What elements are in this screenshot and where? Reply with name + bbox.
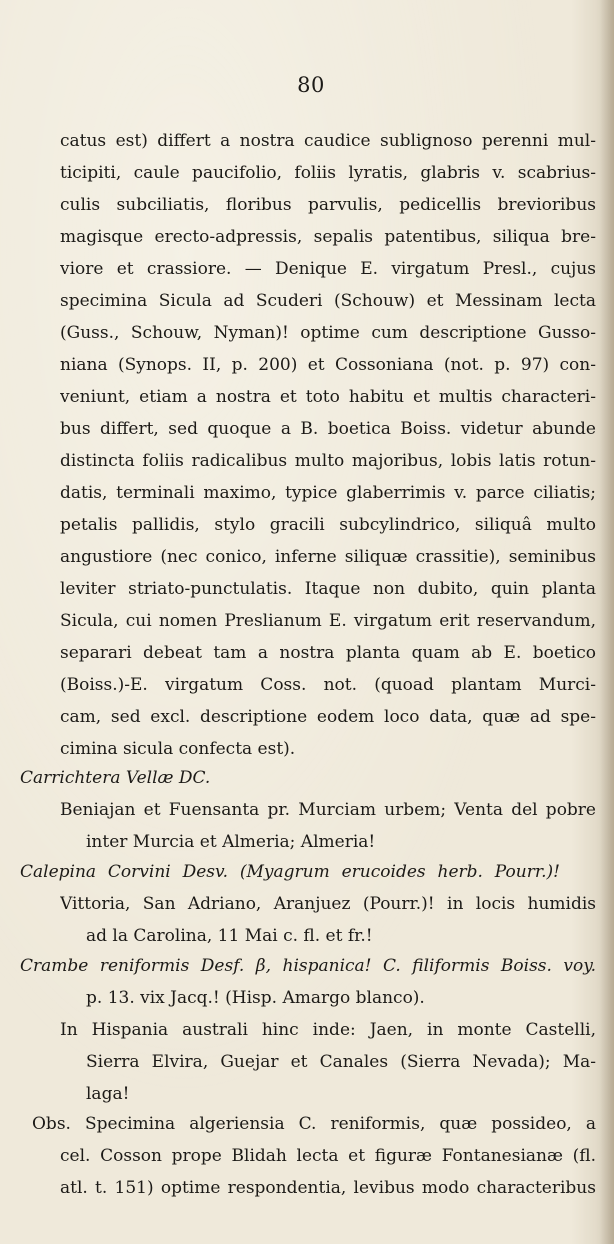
text-line-7: (Guss., Schouw, Nyman)! optime cum descriptione Gusso- <box>60 323 596 343</box>
text-line-10: bus differt, sed quoque a B. boetica Boiss. videtur abunde <box>60 419 596 439</box>
text-line-calepina-2: ad la Carolina, 11 Mai c. fl. et fr.! <box>86 926 373 946</box>
page-edge-shadow <box>600 0 614 1244</box>
text-line-crambe-1: p. 13. vix Jacq.! (Hisp. Amargo blanco). <box>86 988 425 1008</box>
text-line-6: specimina Sicula ad Scuderi (Schouw) et Messinam lecta <box>60 291 596 311</box>
text-line-17: separari debeat tam a nostra planta quam ab E. boetico <box>60 643 596 663</box>
genus-heading-calepina: Calepina Corvini Desv. (Myagrum erucoides herb. Pourr.)! <box>20 862 560 882</box>
text-line-calepina-1: Vittoria, San Adriano, Aranjuez (Pourr.)! in locis humidis <box>60 894 596 914</box>
text-line-carrichtera-2: inter Murcia et Almeria; Almeria! <box>86 832 376 852</box>
text-line-19: cam, sed excl. descriptione eodem loco data, quæ ad spe- <box>60 707 596 727</box>
text-line-4: magisque erecto-adpressis, sepalis patentibus, siliqua bre- <box>60 227 596 247</box>
text-line-carrichtera-1: Beniajan et Fuensanta pr. Murciam urbem; Venta del pobre <box>60 800 596 820</box>
obs-line-1: Obs. Specimina algeriensia C. reniformis, quæ possideo, a <box>32 1114 596 1134</box>
text-line-18: (Boiss.)-E. virgatum Coss. not. (quoad plantam Murci- <box>60 675 596 695</box>
text-line-11: distincta foliis radicalibus multo majoribus, lobis latis rotun- <box>60 451 596 471</box>
obs-line-2: cel. Cosson prope Blidah lecta et figuræ Fontanesianæ (fl. <box>60 1146 596 1166</box>
text-line-crambe-2: In Hispania australi hinc inde: Jaen, in monte Castelli, <box>60 1020 596 1040</box>
text-line-9: veniunt, etiam a nostra et toto habitu et multis characteri- <box>60 387 596 407</box>
text-line-15: leviter striato-punctulatis. Itaque non dubito, quin planta <box>60 579 596 599</box>
obs-line-3: atl. t. 151) optime respondentia, levibus modo characteribus <box>60 1178 596 1198</box>
page-number: 80 <box>297 73 325 97</box>
text-line-8: niana (Synops. II, p. 200) et Cossoniana (not. p. 97) con- <box>60 355 596 375</box>
genus-heading-crambe: Crambe reniformis Desf. β, hispanica! C. filiformis Boiss. voy. <box>20 956 596 976</box>
text-line-16: Sicula, cui nomen Preslianum E. virgatum erit reservandum, <box>60 611 596 631</box>
text-line-3: culis subciliatis, floribus parvulis, pedicellis brevioribus <box>60 195 596 215</box>
text-line-5: viore et crassiore. — Denique E. virgatum Presl., cujus <box>60 259 596 279</box>
text-line-1: catus est) differt a nostra caudice sublignoso perenni mul- <box>60 131 596 151</box>
text-line-crambe-4: laga! <box>86 1084 130 1104</box>
text-line-12: datis, terminali maximo, typice glaberrimis v. parce ciliatis; <box>60 483 596 503</box>
text-line-crambe-3: Sierra Elvira, Guejar et Canales (Sierra Nevada); Ma- <box>86 1052 596 1072</box>
text-line-20: cimina sicula confecta est). <box>60 739 296 759</box>
text-line-14: angustiore (nec conico, inferne siliquæ crassitie), seminibus <box>60 547 596 567</box>
text-line-2: ticipiti, caule paucifolio, foliis lyratis, glabris v. scabrius- <box>60 163 596 183</box>
genus-heading-carrichtera: Carrichtera Vellæ DC. <box>20 768 211 788</box>
text-line-13: petalis pallidis, stylo gracili subcylindrico, siliquâ multo <box>60 515 596 535</box>
